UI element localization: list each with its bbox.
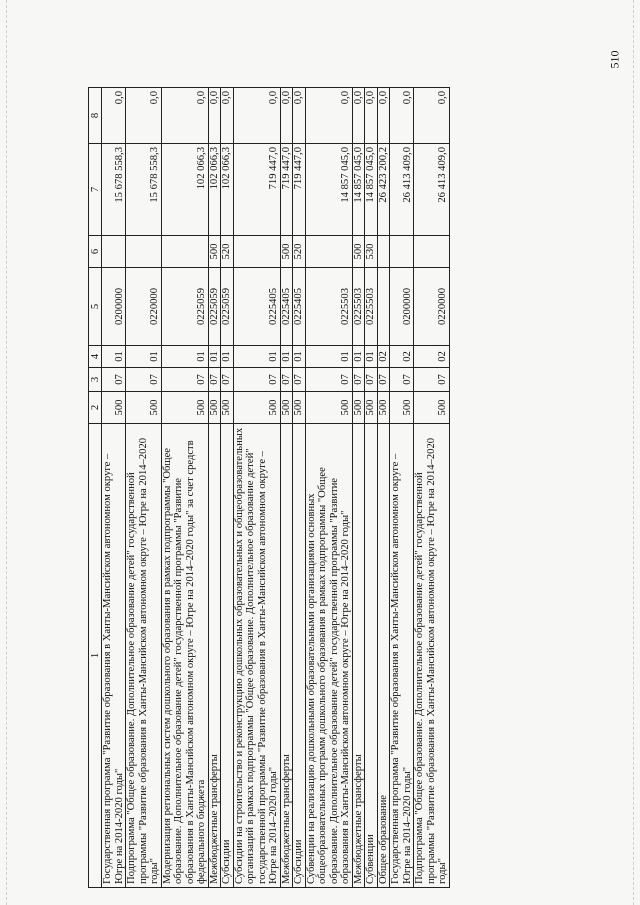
col-header: 7 xyxy=(89,144,102,236)
cell-c8: 0,0 xyxy=(208,88,221,144)
cell-c5: 0225059 xyxy=(161,268,208,346)
col-header: 1 xyxy=(89,424,102,888)
cell-c2: 500 xyxy=(390,392,414,424)
row-label: Субсидии на строительство и реконструкцию дошкольных образовательных и общеобразовательных организаций в рамках подпрограммы "Общее образование. Дополнительное образование детей" государственной программы "Развитие образования в Ханты-Мансийском автономном округе – Югре на 2014–2020 годы" xyxy=(233,424,280,888)
cell-c3: 07 xyxy=(377,368,390,392)
row-label: Субвенции xyxy=(365,424,378,888)
budget-table xyxy=(88,87,450,888)
table-row xyxy=(390,88,414,888)
cell-c7: 102 066,3 xyxy=(161,144,208,236)
cell-c3: 07 xyxy=(365,368,378,392)
col-header: 3 xyxy=(89,368,102,392)
col-header: 5 xyxy=(89,268,102,346)
cell-c6: 530 xyxy=(365,236,378,268)
table-row xyxy=(233,88,280,888)
cell-c5: 0200000 xyxy=(390,268,414,346)
cell-c5: 0225059 xyxy=(208,268,221,346)
cell-c4: 01 xyxy=(280,346,293,368)
cell-c8: 0,0 xyxy=(414,88,450,144)
cell-c3: 07 xyxy=(293,368,306,392)
cell-c4: 01 xyxy=(352,346,365,368)
cell-c5: 0225405 xyxy=(233,268,280,346)
cell-c7: 14 857 045,0 xyxy=(305,144,352,236)
cell-c8: 0,0 xyxy=(102,88,126,144)
cell-c7: 26 413 409,0 xyxy=(390,144,414,236)
cell-c5: 0200000 xyxy=(102,268,126,346)
cell-c2: 500 xyxy=(102,392,126,424)
cell-c7: 719 447,0 xyxy=(233,144,280,236)
cell-c5 xyxy=(377,268,390,346)
cell-c7: 719 447,0 xyxy=(280,144,293,236)
row-label: Субсидии xyxy=(293,424,306,888)
cell-c6 xyxy=(377,236,390,268)
cell-c6: 520 xyxy=(293,236,306,268)
cell-c5: 0225503 xyxy=(305,268,352,346)
cell-c2: 500 xyxy=(293,392,306,424)
row-label: Межбюджетные трансферты xyxy=(352,424,365,888)
cell-c4: 01 xyxy=(208,346,221,368)
cell-c8: 0,0 xyxy=(352,88,365,144)
rotated-table-container xyxy=(88,88,640,888)
row-label: Государственная программа "Развитие образования в Ханты-Мансийском автономном округе – Югре на 2014-2020 годы" xyxy=(102,424,126,888)
cell-c7: 15 678 558,3 xyxy=(102,144,126,236)
cell-c2: 500 xyxy=(305,392,352,424)
table-row xyxy=(365,88,378,888)
cell-c6: 500 xyxy=(352,236,365,268)
cell-c4: 01 xyxy=(305,346,352,368)
cell-c5: 0225405 xyxy=(293,268,306,346)
cell-c3: 07 xyxy=(305,368,352,392)
table-row xyxy=(208,88,221,888)
row-label: Межбюджетные трансферты xyxy=(280,424,293,888)
cell-c4: 02 xyxy=(414,346,450,368)
cell-c4: 01 xyxy=(221,346,234,368)
cell-c8: 0,0 xyxy=(293,88,306,144)
cell-c7: 102 066,3 xyxy=(221,144,234,236)
cell-c3: 07 xyxy=(208,368,221,392)
cell-c3: 07 xyxy=(221,368,234,392)
cell-c8: 0,0 xyxy=(377,88,390,144)
cell-c6 xyxy=(161,236,208,268)
row-label: Субсидии xyxy=(221,424,234,888)
cell-c7: 15 678 558,3 xyxy=(126,144,162,236)
cell-c4: 01 xyxy=(233,346,280,368)
header-row xyxy=(89,88,102,888)
row-label: Общее образование xyxy=(377,424,390,888)
table-row xyxy=(102,88,126,888)
cell-c4: 01 xyxy=(102,346,126,368)
cell-c3: 07 xyxy=(352,368,365,392)
cell-c7: 14 857 045,0 xyxy=(352,144,365,236)
cell-c6: 520 xyxy=(221,236,234,268)
row-label: Межбюджетные трансферты xyxy=(208,424,221,888)
cell-c5: 0225405 xyxy=(280,268,293,346)
col-header: 4 xyxy=(89,346,102,368)
cell-c6 xyxy=(305,236,352,268)
cell-c2: 500 xyxy=(414,392,450,424)
row-label: Подпрограмма "Общее образование. Дополнительное образование детей" государственной программы "Развитие образования в Ханты-Мансийском автономном округе – Югре на 2014–2020 годы" xyxy=(126,424,162,888)
cell-c4: 01 xyxy=(293,346,306,368)
table-row xyxy=(377,88,390,888)
col-header: 2 xyxy=(89,392,102,424)
cell-c8: 0,0 xyxy=(126,88,162,144)
cell-c6: 500 xyxy=(280,236,293,268)
cell-c5: 0225503 xyxy=(365,268,378,346)
cell-c3: 07 xyxy=(280,368,293,392)
cell-c8: 0,0 xyxy=(305,88,352,144)
cell-c6: 500 xyxy=(208,236,221,268)
cell-c3: 07 xyxy=(102,368,126,392)
row-label: Государственная программа "Развитие образования в Ханты-Мансийском автономном округе – Югре на 2014–2020 годы" xyxy=(390,424,414,888)
cell-c5: 0225059 xyxy=(221,268,234,346)
cell-c3: 07 xyxy=(161,368,208,392)
cell-c4: 01 xyxy=(126,346,162,368)
cell-c2: 500 xyxy=(377,392,390,424)
cell-c2: 500 xyxy=(126,392,162,424)
cell-c8: 0,0 xyxy=(161,88,208,144)
cell-c7: 26 413 409,0 xyxy=(414,144,450,236)
col-header: 8 xyxy=(89,88,102,144)
table-row xyxy=(414,88,450,888)
cell-c2: 500 xyxy=(208,392,221,424)
cell-c8: 0,0 xyxy=(221,88,234,144)
cell-c8: 0,0 xyxy=(280,88,293,144)
cell-c6 xyxy=(233,236,280,268)
page-number: 510 xyxy=(607,50,622,69)
table-row xyxy=(305,88,352,888)
cell-c7: 26 423 200,2 xyxy=(377,144,390,236)
cell-c5: 0220000 xyxy=(126,268,162,346)
cell-c4: 02 xyxy=(390,346,414,368)
table-row xyxy=(161,88,208,888)
row-label: Модернизация региональных систем дошкольного образования в рамках подпрограммы "Общее образование. Дополнительное образование детей" государственной программы "Развитие образования в Ханты-Мансийском автономном округе – Югре на 2014–2020 годы" за счет средств федерального бюджета xyxy=(161,424,208,888)
col-header: 6 xyxy=(89,236,102,268)
table-row xyxy=(293,88,306,888)
cell-c8: 0,0 xyxy=(390,88,414,144)
cell-c3: 07 xyxy=(390,368,414,392)
cell-c8: 0,0 xyxy=(233,88,280,144)
cell-c7: 14 857 045,0 xyxy=(365,144,378,236)
cell-c5: 0225503 xyxy=(352,268,365,346)
cell-c6 xyxy=(126,236,162,268)
cell-c6 xyxy=(390,236,414,268)
table-row xyxy=(280,88,293,888)
cell-c8: 0,0 xyxy=(365,88,378,144)
cell-c7: 102 066,3 xyxy=(208,144,221,236)
cell-c6 xyxy=(102,236,126,268)
cell-c3: 07 xyxy=(414,368,450,392)
cell-c2: 500 xyxy=(161,392,208,424)
table-row xyxy=(126,88,162,888)
cell-c5: 0220000 xyxy=(414,268,450,346)
cell-c3: 07 xyxy=(233,368,280,392)
cell-c3: 07 xyxy=(126,368,162,392)
cell-c2: 500 xyxy=(221,392,234,424)
cell-c2: 500 xyxy=(280,392,293,424)
table-row xyxy=(221,88,234,888)
row-label: Подпрограмма "Общее образование. Дополнительное образование детей" государственной программы "Развитие образования в Ханты-Мансийском автономном округе – Югре на 2014–2020 годы" xyxy=(414,424,450,888)
cell-c2: 500 xyxy=(233,392,280,424)
cell-c4: 01 xyxy=(161,346,208,368)
cell-c7: 719 447,0 xyxy=(293,144,306,236)
cell-c4: 02 xyxy=(377,346,390,368)
table-row xyxy=(352,88,365,888)
cell-c2: 500 xyxy=(365,392,378,424)
row-label: Субвенции на реализацию дошкольными образовательными организациями основных общеобразовательных программ дошкольного образования в рамках подпрограммы "Общее образование. Дополнительное образование детей" государственной программы "Развитие образования в Ханты-Мансийском автономном округе – Югре на 2014–2020 годы" xyxy=(305,424,352,888)
cell-c4: 01 xyxy=(365,346,378,368)
cell-c2: 500 xyxy=(352,392,365,424)
cell-c6 xyxy=(414,236,450,268)
